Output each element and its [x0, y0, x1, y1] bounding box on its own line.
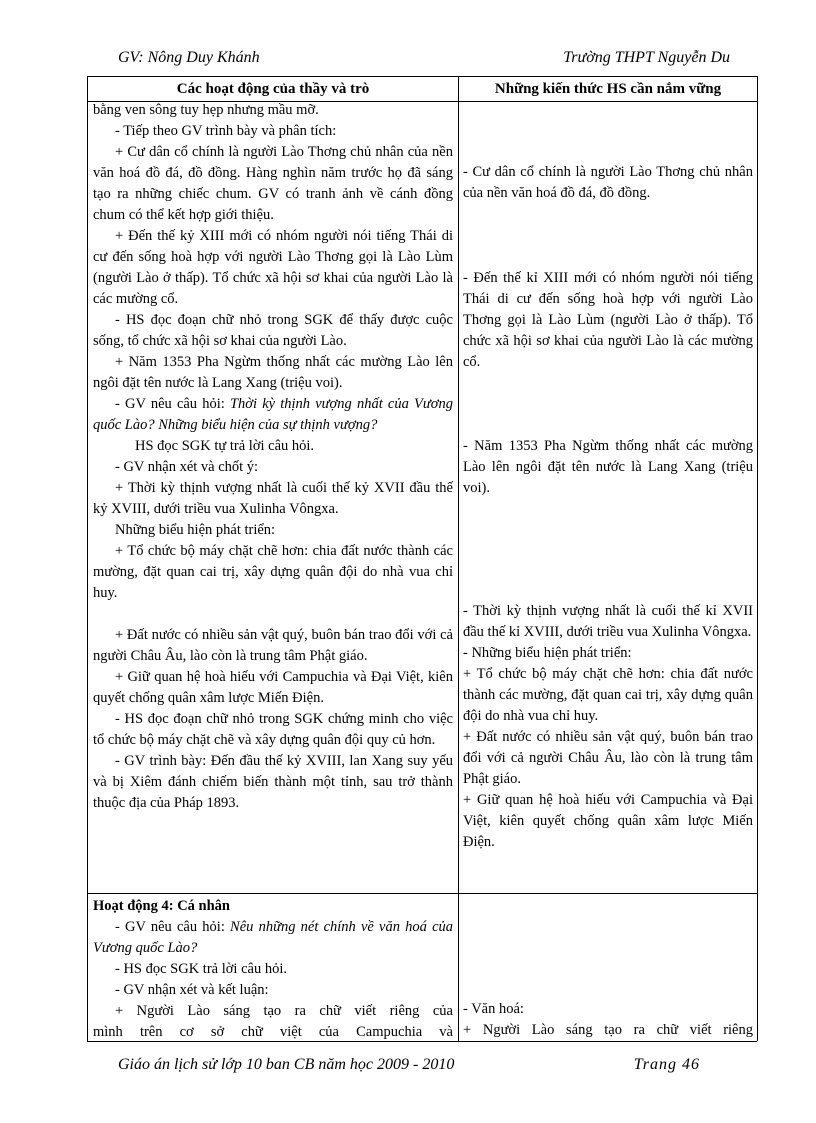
- left-paragraph: + Cư dân cổ chính là người Lào Thơng chủ nhân của nền văn hoá đồ đá, đồ đồng. Hàng nghìn năm trước họ đã sáng tạo ra những chiếc chum. GV có tranh ảnh về cánh đồng chum có thể kết hợp giới thiệu.: [93, 144, 453, 223]
- left-paragraph: - HS đọc SGK trả lời câu hỏi.: [115, 961, 287, 977]
- page-footer: [118, 1056, 700, 1078]
- footer-title: Giáo án lịch sử lớp 10 ban CB năm học 2009 - 2010: [118, 1056, 455, 1073]
- right-block-2: [463, 268, 753, 373]
- right-column-title: Những kiến thức HS cần nắm vững: [494, 81, 722, 97]
- question-lead: - GV nêu câu hỏi:: [115, 919, 231, 935]
- left-question: [93, 917, 453, 959]
- question-text: Nêu những nét chính về văn hoá của Vương quốc Lào?: [93, 919, 454, 956]
- table-left-border: [87, 76, 88, 1041]
- school-name: Trường THPT Nguyễn Du: [563, 49, 730, 66]
- activity-heading: Hoạt động 4: Cá nhân: [93, 898, 230, 914]
- right-paragraph: - Những biểu hiện phát triển:: [463, 645, 632, 661]
- right-paragraph: - Văn hoá:: [463, 1001, 524, 1017]
- right-paragraph: - Năm 1353 Pha Ngừm thống nhất các mường Lào lên ngôi đặt tên nước là Lang Xang (triệu voi).: [463, 438, 753, 496]
- left-paragraph: + Người Lào sáng tạo ra chữ viết riêng của: [115, 1003, 453, 1019]
- right-paragraph: - Cư dân cổ chính là người Lào Thơng chủ nhân của nền văn hoá đồ đá, đồ đồng.: [463, 164, 753, 201]
- right-paragraph: + Đất nước có nhiều sản vật quý, buôn bán trao đổi với cả người Châu Âu, lào còn là trung tâm Phật giáo.: [463, 729, 753, 787]
- right-paragraph: - Thời kỳ thịnh vượng nhất là cuối thế kỉ XVII đầu thế kỉ XVIII, dưới triều vua Xulinha Vôngxa.: [463, 603, 753, 640]
- right-block-5: [463, 999, 753, 1041]
- table-row-divider: [87, 893, 757, 894]
- right-block-3: [463, 436, 753, 499]
- left-paragraph: HS đọc SGK tự trả lời câu hỏi.: [135, 438, 315, 454]
- left-paragraph: - GV trình bày: Đến đầu thế kỷ XVIII, lan Xang suy yếu và bị Xiêm đánh chiếm biến thành một tỉnh, sau trở thành thuộc địa của Pháp 1893.: [93, 753, 453, 811]
- right-paragraph: - Đến thế kỉ XIII mới có nhóm người nói tiếng Thái di cư đến sống hoà hợp với người Lào Thơng gọi là Lào Lùm (người Lào ở thấp). Tổ chức xã hội sơ khai của người Lào là các mường cổ.: [463, 270, 753, 370]
- left-paragraph: + Đến thế kỷ XIII mới có nhóm người nói tiếng Thái di cư đến sống hoà hợp với người Lào Thơng gọi là Lào Lùm (người Lào ở thấp). Tổ chức xã hội sơ khai của người Lào là các mường cổ.: [93, 228, 453, 307]
- table-top-border: [87, 76, 757, 77]
- left-paragraph: - GV nhận xét và kết luận:: [115, 982, 269, 998]
- left-paragraph: + Thời kỳ thịnh vượng nhất là cuối thế kỷ XVII đầu thế kỷ XVIII, dưới triều vua Xulinha Vôngxa.: [93, 480, 453, 517]
- question-text: Thời kỳ thịnh vượng nhất của Vương quốc Lào? Những biểu hiện của sự thịnh vượng?: [93, 396, 454, 433]
- left-question: [93, 394, 453, 436]
- table-right-border: [757, 76, 758, 1041]
- teacher-name: GV: Nông Duy Khánh: [118, 49, 260, 66]
- left-paragraph: - HS đọc đoạn chữ nhỏ trong SGK chứng minh cho việc tổ chức bộ máy chặt chẽ và xây dựng quân đội quy củ hơn.: [93, 711, 453, 748]
- right-paragraph: + Người Lào sáng tạo ra chữ viết riêng: [463, 1022, 753, 1038]
- left-paragraph: - GV nhận xét và chốt ý:: [115, 459, 259, 475]
- right-paragraph: + Tổ chức bộ máy chặt chẽ hơn: chia đất nước thành các mường, đặt quan cai trị, xây dựng quân đội do nhà vua chỉ huy.: [463, 666, 753, 724]
- left-paragraph: + Năm 1353 Pha Ngừm thống nhất các mường Lào lên ngôi đặt tên nước là Lang Xang (triệu voi).: [93, 354, 453, 391]
- left-column-row1: [93, 100, 453, 814]
- table-column-divider: [458, 76, 459, 1041]
- left-paragraph: - HS đọc đoạn chữ nhỏ trong SGK để thấy được cuộc sống, tổ chức xã hội sơ khai của người Lào.: [93, 312, 453, 349]
- right-paragraph: + Giữ quan hệ hoà hiếu với Campuchia và Đại Việt, kiên quyết chống quân xâm lược Miến Điện.: [463, 792, 753, 850]
- right-block-1: [463, 162, 753, 204]
- left-column-row2: [93, 896, 453, 1043]
- right-block-4: [463, 601, 753, 853]
- left-column-title: Các hoạt động của thầy và trò: [176, 81, 370, 97]
- page-number: Trang 46: [633, 1056, 700, 1073]
- left-paragraph: Những biểu hiện phát triển:: [115, 522, 276, 538]
- left-paragraph: bằng ven sông tuy hẹp nhưng mầu mỡ.: [93, 102, 319, 118]
- question-lead: - GV nêu câu hỏi:: [115, 396, 230, 412]
- left-paragraph: + Giữ quan hệ hoà hiếu với Campuchia và Đại Việt, kiên quyết chống quân xâm lược Miến Điện.: [93, 669, 453, 706]
- left-paragraph: + Tổ chức bộ máy chặt chẽ hơn: chia đất nước thành các mường, đặt quan cai trị, xây dựng quân đội do nhà vua chỉ huy.: [93, 543, 453, 601]
- left-paragraph: + Đất nước có nhiều sản vật quý, buôn bán trao đổi với cả người Châu Âu, lào còn là trung tâm Phật giáo.: [93, 627, 453, 664]
- spacer: [93, 604, 453, 625]
- left-paragraph: - Tiếp theo GV trình bày và phân tích:: [115, 123, 337, 139]
- left-paragraph: mình trên cơ sở chữ việt của Campuchia và: [93, 1024, 453, 1040]
- page-header: [118, 49, 730, 73]
